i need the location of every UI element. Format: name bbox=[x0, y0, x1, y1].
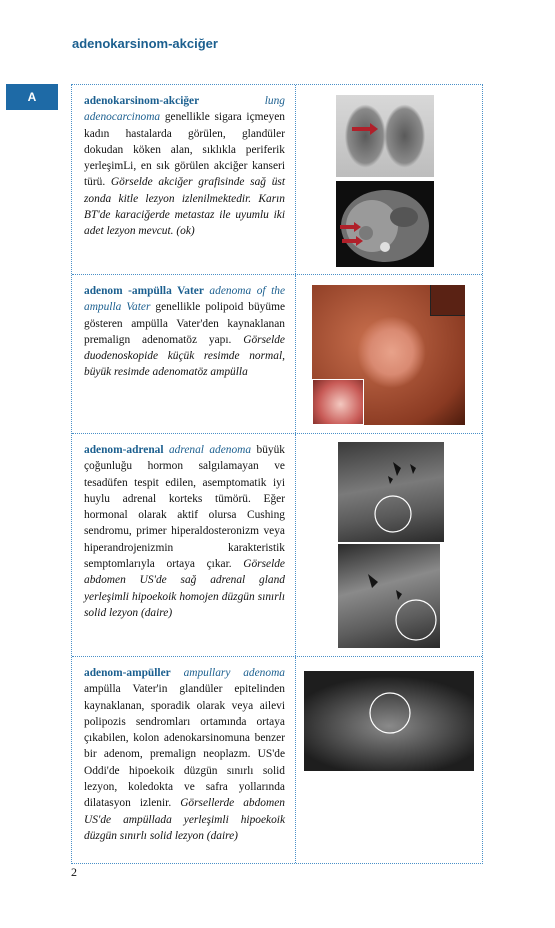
entry-text bbox=[72, 85, 296, 274]
entry-term: adenom -ampülla Vater bbox=[84, 285, 204, 297]
lesion-circle-icon bbox=[375, 496, 411, 532]
ultrasound-image bbox=[338, 442, 444, 542]
entry-caption: Görselde duodenoskopide küçük resimde normal, büyük resimde adenomatöz ampülla bbox=[84, 333, 285, 379]
entry-text bbox=[72, 275, 296, 433]
page-number: 2 bbox=[71, 865, 77, 879]
ultrasound-image bbox=[338, 544, 440, 648]
running-head: adenokarsinom-akciğer bbox=[72, 36, 218, 51]
entry-term: adenom-adrenal bbox=[84, 444, 164, 456]
entry-term: adenom-ampüller bbox=[84, 667, 171, 679]
lesion-circle-icon bbox=[396, 600, 436, 640]
entry-images bbox=[296, 275, 482, 433]
entry-text bbox=[72, 434, 296, 656]
inset-normal-ampulla-image bbox=[312, 379, 364, 425]
entry-description: genellikle sigara içmeyen kadın hastalarda görülen, glandüler dokudan köken alan, sıklıkla periferik yerleşimLi, en sık görülen akciğer kanseri türü. bbox=[84, 111, 285, 189]
arrow-icon bbox=[336, 95, 434, 177]
abdominal-ct-image bbox=[336, 181, 434, 267]
glossary-table bbox=[71, 84, 483, 864]
entry-row bbox=[72, 275, 482, 434]
entry-images bbox=[296, 434, 482, 656]
entry-description: genellikle polipoid büyüme gösteren ampülla Vater'den kaynaklanan premalign adenomatöz yapı. bbox=[84, 301, 285, 346]
entry-term: adenokarsinom-akciğer bbox=[84, 95, 200, 107]
entry-description: ampülla Vater'in glandüler epitelinden kaynaklanan, sporadik olarak veya ailevi polipozis sendromları ortamında ortaya çıkabilen, kolon adenokarsinomuna benzer bir adenom, premalign neoplazm. US'de Oddi'de hipoekoik düzgün sınırlı solid lezyon, koledokta ve safra yollarında dilatasyon izlenir. bbox=[84, 683, 285, 810]
lesion-circle-icon bbox=[370, 693, 410, 733]
entry-caption: Görselde abdomen US'de sağ adrenal gland yerleşimli hipoekoik homojen düzgün sınırlı solid lezyon (daire) bbox=[84, 558, 285, 619]
endoscopy-image bbox=[312, 285, 465, 425]
entry-row bbox=[72, 434, 482, 657]
chest-xray-image bbox=[336, 95, 434, 177]
entry-caption: Görsellerde abdomen US'de ampüllada yerleşimli hipoekoik düzgün sınırlı solid lezyon (daire) bbox=[84, 797, 285, 842]
entry-text bbox=[72, 657, 296, 863]
entry-english: adrenal adenoma bbox=[168, 444, 252, 456]
entry-row bbox=[72, 657, 482, 863]
entry-english: adenoma of the ampulla Vater bbox=[84, 285, 285, 314]
entry-description: büyük çoğunluğu hormon salgılamayan ve tesadüfen tespit edilen, asemptomatik iyi huylu adrenal korteks tümörü. Eğer hormonal olarak aktif olursa Cushing sendromu, primer hiperaldosteronizm veya hiperandrojenizmin karakteristik semptomlarıyla ortaya çıkar. bbox=[84, 444, 285, 571]
entry-images bbox=[296, 85, 482, 274]
entry-english: lung adenocarcinoma bbox=[84, 95, 285, 124]
entry-caption: Görselde akciğer grafisinde sağ üst zonda kitle lezyon izlenilmektedir. Karın BT'de karaciğerde metastaz ile uyumlu iki adet lezyon mevcut. (ok) bbox=[84, 176, 285, 238]
ultrasound-image bbox=[304, 671, 474, 771]
entry-english: ampullary adenoma bbox=[183, 667, 285, 679]
entry-row bbox=[72, 85, 482, 275]
entry-images bbox=[296, 657, 482, 863]
section-tab: A bbox=[6, 84, 58, 110]
